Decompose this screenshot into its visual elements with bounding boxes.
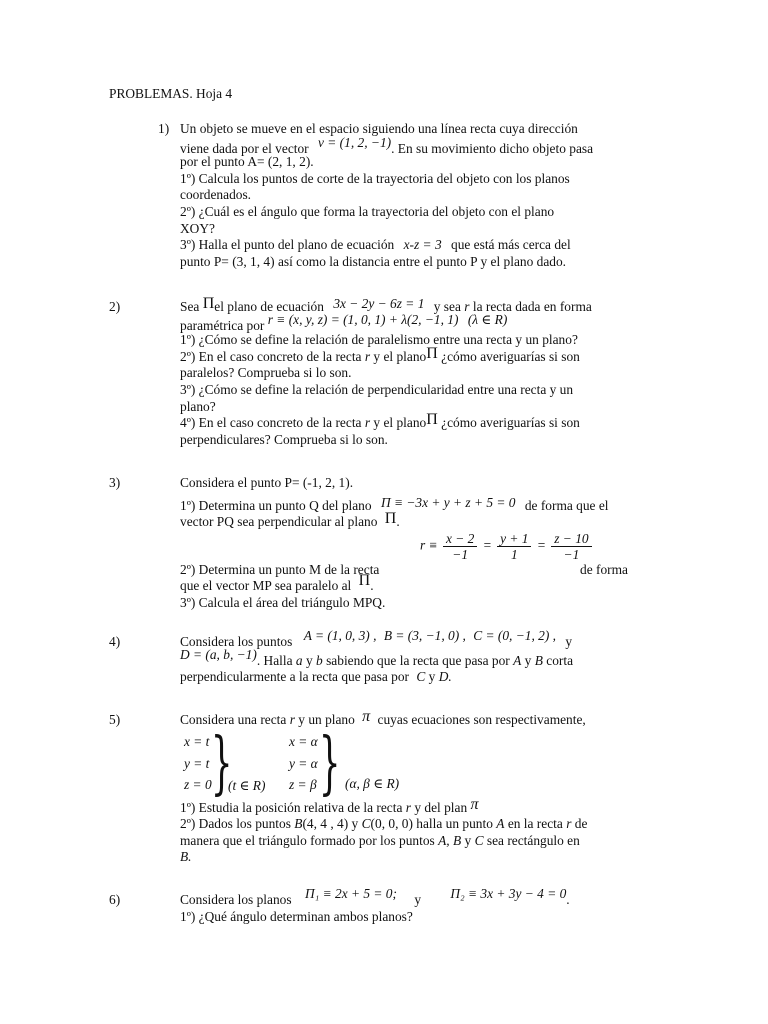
text-span: vector PQ sea perpendicular al plano <box>180 514 378 530</box>
text-span: de forma <box>580 561 628 577</box>
problem-number: 1) <box>158 121 170 136</box>
text-span: y un plano <box>298 712 355 727</box>
math-b: b <box>316 652 323 668</box>
text-span: en la recta <box>507 816 563 832</box>
text-line <box>180 833 660 850</box>
math-point-b: B = (3, −1, 0) , <box>383 628 466 643</box>
text-line: por el punto A= (2, 1, 2). <box>180 154 314 170</box>
text-line <box>180 572 660 595</box>
math-r: r <box>566 816 572 832</box>
text-span: (0, 0, 0) halla un punto <box>370 816 493 832</box>
math-pi: Π <box>358 572 371 590</box>
math-a-point: A <box>496 816 505 832</box>
math-r: r <box>464 299 470 314</box>
text-span: Sea <box>180 299 200 314</box>
problem-body <box>180 295 660 448</box>
fraction <box>551 531 591 562</box>
numerator: y + 1 <box>497 531 531 547</box>
text-line <box>180 510 660 531</box>
text-line: punto P= (3, 1, 4) así como la distancia entre el punto P y el plano dado. <box>180 253 567 269</box>
text-line <box>180 237 660 254</box>
text-span: . En su movimiento dicho objeto pasa <box>391 140 594 156</box>
text-span: que el vector MP sea paralelo al <box>180 578 352 594</box>
math-c-point: C <box>474 832 484 848</box>
text-span: . Halla <box>256 652 293 668</box>
math-c-point: C <box>416 669 426 685</box>
math-plane-eq: 3x − 2y − 6z = 1 <box>333 296 425 311</box>
text-span: y <box>414 892 422 907</box>
text-line: Considera el punto P= (-1, 2, 1). <box>180 475 354 490</box>
text-line <box>180 562 660 579</box>
math-pi: π <box>470 795 479 813</box>
text-span: . <box>396 514 400 530</box>
math-r: r <box>364 415 371 431</box>
text-line: 1º) ¿Cómo se define la relación de paralelismo entre una recta y un plano? <box>180 332 578 348</box>
math-d-point: D. <box>438 669 452 685</box>
text-span: de forma que el <box>524 497 609 513</box>
math-plane-eq: Π ≡ −3x + y + z + 5 = 0 <box>380 494 516 510</box>
problem-body <box>180 628 660 685</box>
math-pi: Π <box>426 344 438 362</box>
math-pi: Π <box>384 510 397 528</box>
numerator: z − 10 <box>551 531 591 547</box>
text-span: y el plano <box>373 415 427 431</box>
text-line <box>180 411 660 432</box>
text-span: corta <box>546 652 574 668</box>
problem-number: 3) <box>109 475 121 490</box>
fraction <box>497 531 531 562</box>
denominator: 1 <box>510 547 518 562</box>
text-span: la recta dada en forma <box>472 299 592 314</box>
text-span: 4º) En el caso concreto de la recta <box>180 415 362 431</box>
text-span: 2º) En el caso concreto de la recta <box>180 348 362 364</box>
math-condition: (λ ∈ R) <box>467 311 508 327</box>
text-line <box>180 646 660 670</box>
math-condition: (α, β ∈ R) <box>345 776 400 791</box>
problem-number: 5) <box>109 712 121 727</box>
text-span: y <box>305 652 313 668</box>
problem-body <box>180 708 660 865</box>
equation: z = β <box>289 777 317 792</box>
text-line: 3º) ¿Cómo se define la relación de perpendicularidad entre una recta y un <box>180 381 574 397</box>
equals-sign: = <box>482 537 492 553</box>
math-b-point: B <box>294 816 303 832</box>
text-span: que está más cerca del <box>451 237 571 253</box>
math-points: A, B <box>438 832 462 848</box>
math-line-fractions <box>420 531 594 562</box>
math-c-point: C <box>361 816 371 832</box>
numerator: x − 2 <box>443 531 477 547</box>
math-a-point: A <box>513 652 522 668</box>
text-line <box>180 494 660 515</box>
text-span: y el plano <box>373 348 427 364</box>
equation: x = t <box>184 734 210 749</box>
math-line-eq: r ≡ (x, y, z) = (1, 0, 1) + λ(2, −1, 1) <box>267 311 459 327</box>
text-span: paramétrica por <box>180 317 265 333</box>
text-line: paralelos? Comprueba si lo son. <box>180 365 352 381</box>
text-span: . <box>370 578 374 594</box>
math-b-point: B <box>534 652 543 668</box>
math-pi: Π <box>202 295 215 312</box>
math-plane-1: Π₁ ≡ 2x + 5 = 0; <box>304 886 397 901</box>
text-span: cuyas ecuaciones son respectivamente, <box>377 712 586 727</box>
math-condition: (t ∈ R) <box>228 778 266 793</box>
math-point-c: C = (0, −1, 2) , <box>473 628 557 643</box>
math-plane: x-z = 3 <box>403 237 442 253</box>
equation: y = α <box>289 755 318 771</box>
math-plane-2: Π₂ ≡ 3x + 3y − 4 = 0 <box>450 886 567 901</box>
text-span: manera que el triángulo formado por los puntos <box>180 832 435 848</box>
denominator: −1 <box>452 547 469 562</box>
text-span: sabiendo que la recta que pasa por <box>326 652 510 668</box>
denominator: −1 <box>563 547 580 562</box>
text-line <box>180 708 660 729</box>
text-span: perpendicularmente a la recta que pasa por <box>180 669 410 685</box>
text-line: 3º) Calcula el área del triángulo MPQ. <box>180 594 386 610</box>
text-line: B. <box>180 849 192 865</box>
equation: x = α <box>289 734 318 749</box>
text-span: y <box>565 634 573 649</box>
problem-number: 2) <box>109 299 121 314</box>
text-span: viene dada por el vector <box>180 140 309 156</box>
text-span: y <box>464 832 472 848</box>
math-a: a <box>295 652 303 668</box>
math-vector: v = (1, 2, −1) <box>318 134 392 150</box>
right-brace: } <box>318 724 341 803</box>
text-line <box>180 669 660 686</box>
text-span: y <box>428 669 436 685</box>
text-span: 3º) Halla el punto del plano de ecuación <box>180 237 395 253</box>
math-r-equiv: r ≡ <box>420 537 438 553</box>
text-line <box>180 344 660 366</box>
text-span: 2º) Determina un punto M de la recta <box>180 561 380 577</box>
text-span: ¿cómo averiguarías si son <box>441 415 580 431</box>
text-line: XOY? <box>180 220 215 236</box>
text-span: y del plan <box>414 799 468 815</box>
math-r: r <box>289 712 295 727</box>
page-title: PROBLEMAS. Hoja 4 <box>109 86 233 101</box>
equation: z = 0 <box>184 777 212 792</box>
text-line: plano? <box>180 398 216 414</box>
text-span: y <box>524 652 532 668</box>
text-span: 1º) Determina un punto Q del plano <box>180 497 372 513</box>
text-span: Considera una recta <box>180 712 287 727</box>
text-line: perpendiculares? Comprueba si lo son. <box>180 431 388 447</box>
problem-number: 6) <box>109 892 121 907</box>
text-line <box>180 816 660 833</box>
math-pi: Π <box>426 411 438 429</box>
text-span: (4, 4 , 4) y <box>302 816 359 832</box>
text-span: Considera los planos <box>180 892 292 907</box>
text-line: 2º) ¿Cuál es el ángulo que forma la trayectoria del objeto con el plano <box>180 203 555 219</box>
text-span: sea rectángulo en <box>486 832 580 848</box>
problem-number: 4) <box>109 634 121 649</box>
text-span: el plano de ecuación <box>214 299 324 314</box>
text-span: . <box>566 892 570 907</box>
math-point-a: A = (1, 0, 3) , <box>303 628 377 643</box>
problem-body <box>180 886 660 925</box>
math-r: r <box>405 799 411 815</box>
math-pi: π <box>362 708 371 725</box>
problem-body <box>180 475 660 610</box>
text-line: 1º) ¿Qué ángulo determinan ambos planos? <box>180 908 413 924</box>
right-brace: } <box>210 724 233 803</box>
text-line: Un objeto se mueve en el espacio siguiendo una línea recta cuya dirección <box>180 121 578 136</box>
text-span: ¿cómo averiguarías si son <box>441 348 580 364</box>
math-r: r <box>364 348 371 364</box>
text-span: 1º) Estudia la posición relativa de la recta <box>180 799 403 815</box>
text-span: de <box>574 816 588 832</box>
equals-sign: = <box>536 537 546 553</box>
text-line <box>180 886 660 909</box>
math-point-d: D = (a, b, −1) <box>180 646 257 662</box>
equation: y = t <box>184 755 210 771</box>
text-line: coordenados. <box>180 187 252 203</box>
text-line <box>180 795 660 817</box>
text-line: 1º) Calcula los puntos de corte de la trayectoria del objeto con los planos <box>180 170 570 186</box>
fraction <box>443 531 477 562</box>
text-span: y sea <box>433 299 461 314</box>
text-span: Considera los puntos <box>180 634 293 649</box>
problem-body <box>180 121 660 270</box>
text-span: 2º) Dados los puntos <box>180 816 291 832</box>
